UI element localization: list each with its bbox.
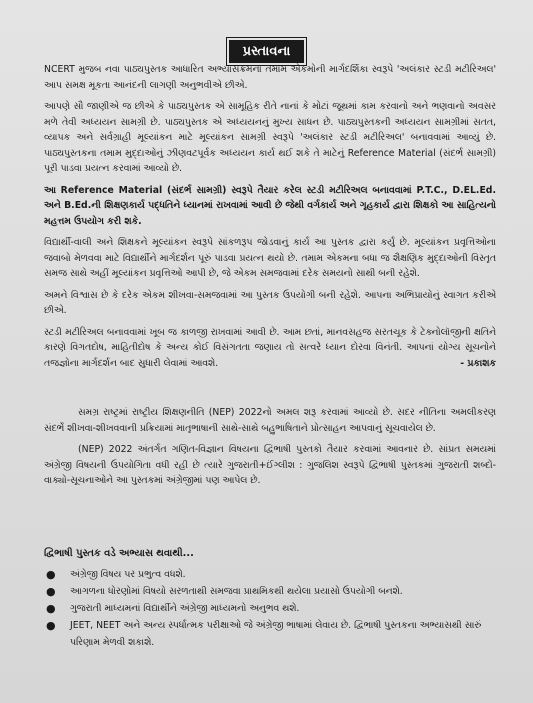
list-item	[44, 566, 496, 583]
list-item	[44, 617, 496, 651]
paragraph-4: વિદ્યાર્થી-વાલી અને શિક્ષકને મૂલ્યાંકન સ્વરૂપે સાંકળરૂપ જોડવાનું કાર્ય આ પુસ્તક દ્વારા કર્યું છે. મૂલ્યાંકન પ્રવૃત્તિઓના જવાબો મેળવવા માટે વિદ્યાર્થીને માર્ગદર્શન પૂરું પાડવા પ્રયત્ન થયો છે. તમામ એકમના બધા જ શૈક્ષણિક મુદ્દાઓની વિસ્તૃત સમજ સાથે અહીં મૂલ્યાંકન પ્રવૃત્તિઓ આપી છે, જે એકમ સમજવામાં દરેક સમયનો સાથી બની રહેશે.	[44, 237, 496, 279]
nep-section	[44, 405, 496, 495]
list-item-text: આગળના ધોરણોમાં વિષયો સરળતાથી સમજવા પ્રાથમિકથી થયેલા પ્રયાસો ઉપયોગી બનશે.	[70, 586, 403, 597]
bullet-icon: ●	[46, 585, 56, 598]
nep-paragraph-2: (NEP) 2022 અંતર્ગત ગણિત-વિજ્ઞાન વિષયના દ્વિભાષી પુસ્તકો તૈયાર કરવામાં આવનાર છે. સાંપ્રત સમયમાં અંગ્રેજી વિષયની ઉપયોગિતા વધી રહી છે ત્યારે ગુજરાતી+ઈંગ્લીશ : ગુજલિશ સ્વરૂપે દ્વિભાષી પુસ્તકમાં ગુજરાતી શબ્દો-વાક્યો-સૂચનાઓને આ પુસ્તકમાં અંગ્રેજીમાં પણ આપેલ છે.	[44, 444, 496, 486]
list-item-text: અંગ્રેજી વિષય પર પ્રભુત્વ વધશે.	[70, 569, 186, 580]
publisher-signature: - પ્રકાશક	[460, 357, 496, 369]
list-item-text: JEET, NEET અને અન્ય સ્પર્ધાત્મક પરીક્ષાઓ જે અંગ્રેજી ભાષામાં લેવાય છે. દ્વિભાષી પુસ્તકના અભ્યાસથી સારું પરિણામ મેળવી શકાશે.	[70, 620, 482, 648]
title-wrap	[0, 40, 533, 63]
bullet-icon: ●	[46, 568, 56, 581]
page-title: પ્રસ્તાવના	[229, 40, 305, 63]
paragraph-1: NCERT મુજબ નવા પાઠ્યપુસ્તક આધારિત અભ્યાસક્રમના તમામ એકમોની માર્ગદર્શિકા સ્વરૂપે 'અલંકાર સ્ટડી મટીરિઅલ' આપ સમક્ષ મૂકતા આનંદની લાગણી અનુભવીએ છીએ.	[44, 64, 496, 91]
paragraph-3: આ Reference Material (સંદર્ભ સામગ્રી) સ્વરૂપે તૈયાર કરેલ સ્ટડી મટીરિઅલ બનાવવામાં P.T.C., D.EL.Ed. અને B.Ed.ની શિક્ષણકાર્ય પદ્ધતિને ધ્યાનમાં રાખવામાં આવી છે જેથી વર્ગકાર્ય અને ગૃહકાર્ય દ્વારા શિક્ષકો આ સાહિત્યનો મહત્તમ ઉપયોગ કરી શકે.	[44, 184, 496, 227]
list-item	[44, 583, 496, 600]
preface-body	[44, 62, 496, 377]
benefits-list	[44, 566, 496, 651]
bullet-icon: ●	[46, 602, 56, 615]
paragraph-2: આપણે સૌ જાણીએ જ છીએ કે પાઠ્યપુસ્તક એ સામૂહિક રીતે નાનાં કે મોટાં જૂથમાં કામ કરવાનો અને ભણવાનો અવસર મળે તેવી અધ્યયન સામગ્રી છે. પાઠ્યપુસ્તક એ અધ્યયનનું મુખ્ય સાધન છે. પાઠ્યપુસ્તકની અધ્યયન સામગ્રીમાં સતત, વ્યાપક અને સર્વગ્રાહી મૂલ્યાંકન માટે મૂલ્યાંકન સામગ્રી સ્વરૂપે 'અલંકાર સ્ટડી મટીરિઅલ' બનાવવામાં આવ્યું છે. પાઠ્યપુસ્તકના તમામ મુદ્દાઓનું ઝીણવટપૂર્વક અધ્યયન કાર્ય થઈ શકે તે માટેનું Reference Material (સંદર્ભ સામગ્રી) પૂરી પાડવા પ્રયત્ન કરવામાં આવ્યો છે.	[44, 101, 496, 174]
bullet-icon: ●	[46, 619, 56, 632]
paragraph-6	[44, 325, 496, 372]
nep-paragraph-1: સમગ્ર રાષ્ટ્રમાં રાષ્ટ્રીય શિક્ષણનીતિ (NEP) 2022નો અમલ શરૂ કરવામાં આવ્યો છે. સદર નીતિના અમલીકરણ સંદર્ભે શીખવા-શીખવવાની પ્રક્રિયામાં માતૃભાષાની સાથે-સાથે બહુભાષિતાને પ્રોત્સાહન આપવાનું સૂચવાયેલ છે.	[44, 407, 496, 434]
bullets-heading: દ્વિભાષી પુસ્તક વડે અભ્યાસ થવાથી...	[44, 548, 194, 559]
paragraph-5: અમને વિશ્વાસ છે કે દરેક એકમ શીખવા-સમજવામાં આ પુસ્તક ઉપયોગી બની રહેશે. આપના અભિપ્રાયોનું સ્વાગત કરીએ છીએ.	[44, 289, 496, 316]
list-item	[44, 600, 496, 617]
list-item-text: ગુજરાતી માધ્યમનાં વિદ્યાર્થીને અંગ્રેજી માધ્યમનો અનુભવ થશે.	[70, 603, 300, 614]
paragraph-6-text: સ્ટડી મટીરિઅલ બનાવવામાં ખૂબ જ કાળજી રાખવામાં આવી છે. આમ છતાં, માનવસહજ સરતચૂક કે ટેક્નોલૉજીની ક્ષતિને કારણે વિગતદોષ, માહિતીદોષ કે અન્ય કોઈ વિસંગતતા જણાય તો સત્વરે ધ્યાન દોરવા વિનંતી. આપનાં યોગ્ય સૂચનોને તજજ્ઞોના માર્ગદર્શન બાદ સુધારી લેવામાં આવશે.	[44, 326, 496, 369]
